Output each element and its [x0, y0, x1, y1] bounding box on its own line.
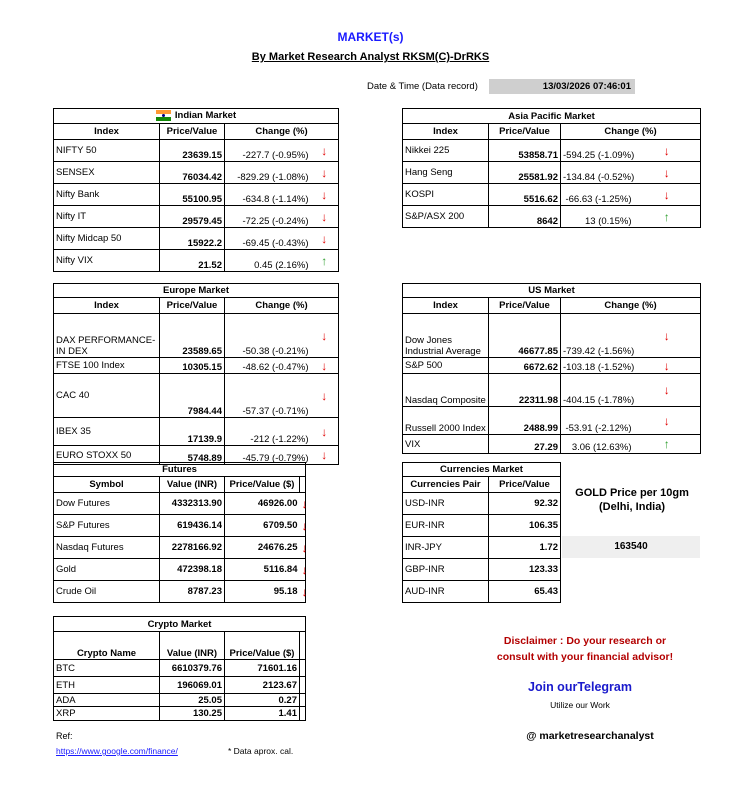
green-up-arrow-icon: ↑: [634, 435, 701, 454]
future-value-inr: 619436.14: [160, 515, 225, 537]
currency-value: 123.33: [489, 559, 561, 581]
page-subtitle: By Market Research Analyst RKSM(C)-DrRKS: [251, 51, 490, 63]
red-down-arrow-icon: ↓: [311, 446, 339, 465]
col-header-inr: Value (INR): [160, 632, 225, 660]
currency-pair: EUR-INR: [403, 515, 489, 537]
crypto-value-usd: 1.41: [225, 707, 300, 721]
index-price: 21.52: [160, 250, 225, 272]
col-header-crypto-name: Crypto Name: [54, 632, 160, 660]
table-row: [54, 515, 306, 537]
table-row: [54, 374, 339, 418]
crypto-value-inr: 130.25: [160, 707, 225, 721]
table-row: [54, 537, 306, 559]
index-price: 23589.65: [160, 314, 225, 358]
index-name: S&P/ASX 200: [403, 206, 489, 228]
currency-pair: GBP-INR: [403, 559, 489, 581]
index-name: Nikkei 225: [403, 140, 489, 162]
crypto-title: Crypto Market: [54, 617, 306, 632]
red-down-arrow-icon: ↓: [311, 228, 339, 250]
future-value-usd: 46926.00: [225, 493, 300, 515]
future-value-inr: 4332313.90: [160, 493, 225, 515]
table-row: [54, 206, 339, 228]
red-down-arrow-icon: ↓: [311, 358, 339, 374]
currencies-title: Currencies Market: [403, 463, 561, 477]
empty-cell: [300, 694, 306, 707]
empty-cell: [300, 660, 306, 677]
index-name: IBEX 35: [54, 418, 160, 446]
index-change: -594.25 (-1.09%): [561, 140, 634, 162]
empty-cell: [300, 677, 306, 694]
ref-link[interactable]: https://www.google.com/finance/: [56, 746, 178, 756]
us-market-title: US Market: [403, 284, 701, 298]
currency-pair: AUD-INR: [403, 581, 489, 603]
index-name: SENSEX: [54, 162, 160, 184]
red-down-arrow-icon: ↓: [300, 515, 306, 537]
table-row: [54, 493, 306, 515]
index-change: -404.15 (-1.78%): [561, 374, 634, 407]
page-title: MARKET(s): [337, 30, 404, 44]
index-price: 17139.9: [160, 418, 225, 446]
index-price: 7984.44: [160, 374, 225, 418]
index-name: S&P 500: [403, 358, 489, 374]
disclaimer: [470, 633, 700, 665]
future-symbol: Nasdaq Futures: [54, 537, 160, 559]
future-symbol: Crude Oil: [54, 581, 160, 603]
index-name: DAX PERFORMANCE-IN DEX: [54, 314, 160, 358]
red-down-arrow-icon: ↓: [634, 407, 701, 435]
table-row: [54, 660, 306, 677]
col-header-index: Index: [403, 124, 489, 140]
table-row: [403, 162, 701, 184]
index-name: Dow Jones Industrial Average: [403, 314, 489, 358]
table-row: [403, 314, 701, 358]
table-row: [54, 358, 339, 374]
gold-price-value: 163540: [562, 536, 700, 558]
index-price: 55100.95: [160, 184, 225, 206]
col-header-price: Price/Value: [489, 124, 561, 140]
table-row: [54, 184, 339, 206]
col-header-index: Index: [403, 298, 489, 314]
table-row: [54, 581, 306, 603]
col-header-price: Price/Value: [160, 124, 225, 140]
table-row: [403, 581, 561, 603]
europe-market-title: Europe Market: [54, 284, 339, 298]
table-row: [54, 694, 306, 707]
currency-value: 92.32: [489, 493, 561, 515]
table-row: [403, 374, 701, 407]
europe-market-table: [53, 283, 339, 465]
index-change: -69.45 (-0.43%): [225, 228, 311, 250]
disclaimer-line1: Disclaimer : Do your research or: [503, 635, 667, 647]
index-change: -739.42 (-1.56%): [561, 314, 634, 358]
datetime-label: Date & Time (Data record): [367, 81, 478, 92]
disclaimer-line2: consult with your financial advisor!: [496, 651, 674, 663]
index-price: 15922.2: [160, 228, 225, 250]
index-name: VIX: [403, 435, 489, 454]
red-down-arrow-icon: ↓: [300, 581, 306, 603]
currency-value: 106.35: [489, 515, 561, 537]
table-row: [54, 250, 339, 272]
red-down-arrow-icon: ↓: [634, 140, 701, 162]
index-change: -634.8 (-1.14%): [225, 184, 311, 206]
datetime-value: 13/03/2026 07:46:01: [489, 79, 635, 94]
red-down-arrow-icon: ↓: [300, 493, 306, 515]
index-name: EURO STOXX 50: [54, 446, 160, 465]
index-name: Nifty Midcap 50: [54, 228, 160, 250]
crypto-value-usd: 2123.67: [225, 677, 300, 694]
index-price: 29579.45: [160, 206, 225, 228]
index-change: -53.91 (-2.12%): [561, 407, 634, 435]
index-price: 6672.62: [489, 358, 561, 374]
index-change: -103.18 (-1.52%): [561, 358, 634, 374]
col-header-pair: Currencies Pair: [403, 477, 489, 493]
red-down-arrow-icon: ↓: [634, 314, 701, 358]
crypto-table: [53, 616, 306, 721]
col-header-usd: Price/Value ($): [225, 477, 300, 493]
crypto-name: XRP: [54, 707, 160, 721]
ref-label: Ref:: [56, 731, 73, 741]
red-down-arrow-icon: ↓: [300, 537, 306, 559]
gold-price-title: [562, 486, 702, 514]
col-header-index: Index: [54, 298, 160, 314]
index-change: -829.29 (-1.08%): [225, 162, 311, 184]
green-up-arrow-icon: ↑: [311, 250, 339, 272]
index-change: -227.7 (-0.95%): [225, 140, 311, 162]
red-down-arrow-icon: ↓: [311, 374, 339, 418]
red-down-arrow-icon: ↓: [300, 559, 306, 581]
table-row: [54, 559, 306, 581]
index-change: -212 (-1.22%): [225, 418, 311, 446]
red-down-arrow-icon: ↓: [311, 184, 339, 206]
empty-cell: [300, 707, 306, 721]
table-row: [403, 559, 561, 581]
red-down-arrow-icon: ↓: [311, 206, 339, 228]
index-price: 46677.85: [489, 314, 561, 358]
future-symbol: Gold: [54, 559, 160, 581]
index-price: 27.29: [489, 435, 561, 454]
table-row: [54, 162, 339, 184]
crypto-value-inr: 25.05: [160, 694, 225, 707]
india-flag-icon: [156, 110, 171, 121]
index-price: 22311.98: [489, 374, 561, 407]
index-name: Russell 2000 Index: [403, 407, 489, 435]
table-row: [403, 493, 561, 515]
col-header-inr: Value (INR): [160, 477, 225, 493]
col-header-symbol: Symbol: [54, 477, 160, 493]
index-change: -48.62 (-0.47%): [225, 358, 311, 374]
index-name: NIFTY 50: [54, 140, 160, 162]
currency-value: 1.72: [489, 537, 561, 559]
index-name: Nifty IT: [54, 206, 160, 228]
table-row: [403, 407, 701, 435]
future-value-usd: 95.18: [225, 581, 300, 603]
crypto-value-inr: 196069.01: [160, 677, 225, 694]
index-name: CAC 40: [54, 374, 160, 418]
table-row: [403, 435, 701, 454]
col-header-price: Price/Value: [489, 477, 561, 493]
col-header-price: Price/Value: [489, 298, 561, 314]
futures-table: [53, 462, 306, 603]
crypto-name: BTC: [54, 660, 160, 677]
green-up-arrow-icon: ↑: [634, 206, 701, 228]
telegram-handle: @ marketresearchanalyst: [526, 730, 654, 742]
table-row: [403, 206, 701, 228]
col-header-change: Change (%): [225, 298, 339, 314]
col-header-usd: Price/Value ($): [225, 632, 300, 660]
red-down-arrow-icon: ↓: [634, 184, 701, 206]
currencies-table: [402, 462, 561, 603]
telegram-join-link[interactable]: Join ourTelegram: [528, 680, 632, 694]
index-price: 10305.15: [160, 358, 225, 374]
index-name: KOSPI: [403, 184, 489, 206]
us-market-table: [402, 283, 701, 454]
index-change: -50.38 (-0.21%): [225, 314, 311, 358]
red-down-arrow-icon: ↓: [634, 374, 701, 407]
future-value-usd: 6709.50: [225, 515, 300, 537]
index-price: 76034.42: [160, 162, 225, 184]
future-value-inr: 2278166.92: [160, 537, 225, 559]
index-change: 3.06 (12.63%): [561, 435, 634, 454]
index-change: -66.63 (-1.25%): [561, 184, 634, 206]
table-row: [54, 140, 339, 162]
crypto-value-usd: 0.27: [225, 694, 300, 707]
table-row: [54, 228, 339, 250]
table-row: [403, 537, 561, 559]
future-value-usd: 5116.84: [225, 559, 300, 581]
index-change: -45.79 (-0.79%): [225, 446, 311, 465]
index-price: 8642: [489, 206, 561, 228]
index-price: 53858.71: [489, 140, 561, 162]
table-row: [403, 140, 701, 162]
telegram-subtitle: Utilize our Work: [550, 700, 610, 710]
future-value-inr: 472398.18: [160, 559, 225, 581]
col-header-change: Change (%): [561, 298, 701, 314]
data-note: * Data aprox. cal.: [228, 746, 294, 756]
crypto-value-usd: 71601.16: [225, 660, 300, 677]
indian-market-title: Indian Market: [54, 109, 339, 124]
asia-market-table: [402, 108, 701, 228]
currency-value: 65.43: [489, 581, 561, 603]
index-price: 2488.99: [489, 407, 561, 435]
col-header-price: Price/Value: [160, 298, 225, 314]
col-header-change: Change (%): [225, 124, 339, 140]
currency-pair: INR-JPY: [403, 537, 489, 559]
crypto-value-inr: 6610379.76: [160, 660, 225, 677]
gold-title-line2: (Delhi, India): [599, 501, 665, 513]
red-down-arrow-icon: ↓: [311, 162, 339, 184]
future-value-usd: 24676.25: [225, 537, 300, 559]
table-row: [54, 707, 306, 721]
table-row: [403, 358, 701, 374]
index-change: -134.84 (-0.52%): [561, 162, 634, 184]
red-down-arrow-icon: ↓: [311, 140, 339, 162]
index-price: 25581.92: [489, 162, 561, 184]
col-header-change: Change (%): [561, 124, 701, 140]
table-row: [403, 184, 701, 206]
table-row: [403, 515, 561, 537]
index-price: 5748.89: [160, 446, 225, 465]
futures-title: Futures: [54, 463, 306, 477]
index-price: 5516.62: [489, 184, 561, 206]
red-down-arrow-icon: ↓: [311, 314, 339, 358]
index-name: Nifty Bank: [54, 184, 160, 206]
index-name: FTSE 100 Index: [54, 358, 160, 374]
index-change: 0.45 (2.16%): [225, 250, 311, 272]
future-symbol: S&P Futures: [54, 515, 160, 537]
index-change: -72.25 (-0.24%): [225, 206, 311, 228]
future-symbol: Dow Futures: [54, 493, 160, 515]
asia-market-title: Asia Pacific Market: [403, 109, 701, 124]
red-down-arrow-icon: ↓: [634, 358, 701, 374]
red-down-arrow-icon: ↓: [634, 162, 701, 184]
index-name: Nifty VIX: [54, 250, 160, 272]
index-change: 13 (0.15%): [561, 206, 634, 228]
crypto-name: ADA: [54, 694, 160, 707]
currency-pair: USD-INR: [403, 493, 489, 515]
index-name: Hang Seng: [403, 162, 489, 184]
red-down-arrow-icon: ↓: [311, 418, 339, 446]
table-row: [54, 418, 339, 446]
table-row: [54, 677, 306, 694]
table-row: [54, 314, 339, 358]
gold-title-line1: GOLD Price per 10gm: [575, 487, 689, 499]
crypto-name: ETH: [54, 677, 160, 694]
col-header-index: Index: [54, 124, 160, 140]
future-value-inr: 8787.23: [160, 581, 225, 603]
index-change: -57.37 (-0.71%): [225, 374, 311, 418]
index-price: 23639.15: [160, 140, 225, 162]
index-name: Nasdaq Composite: [403, 374, 489, 407]
indian-market-table: [53, 108, 339, 272]
